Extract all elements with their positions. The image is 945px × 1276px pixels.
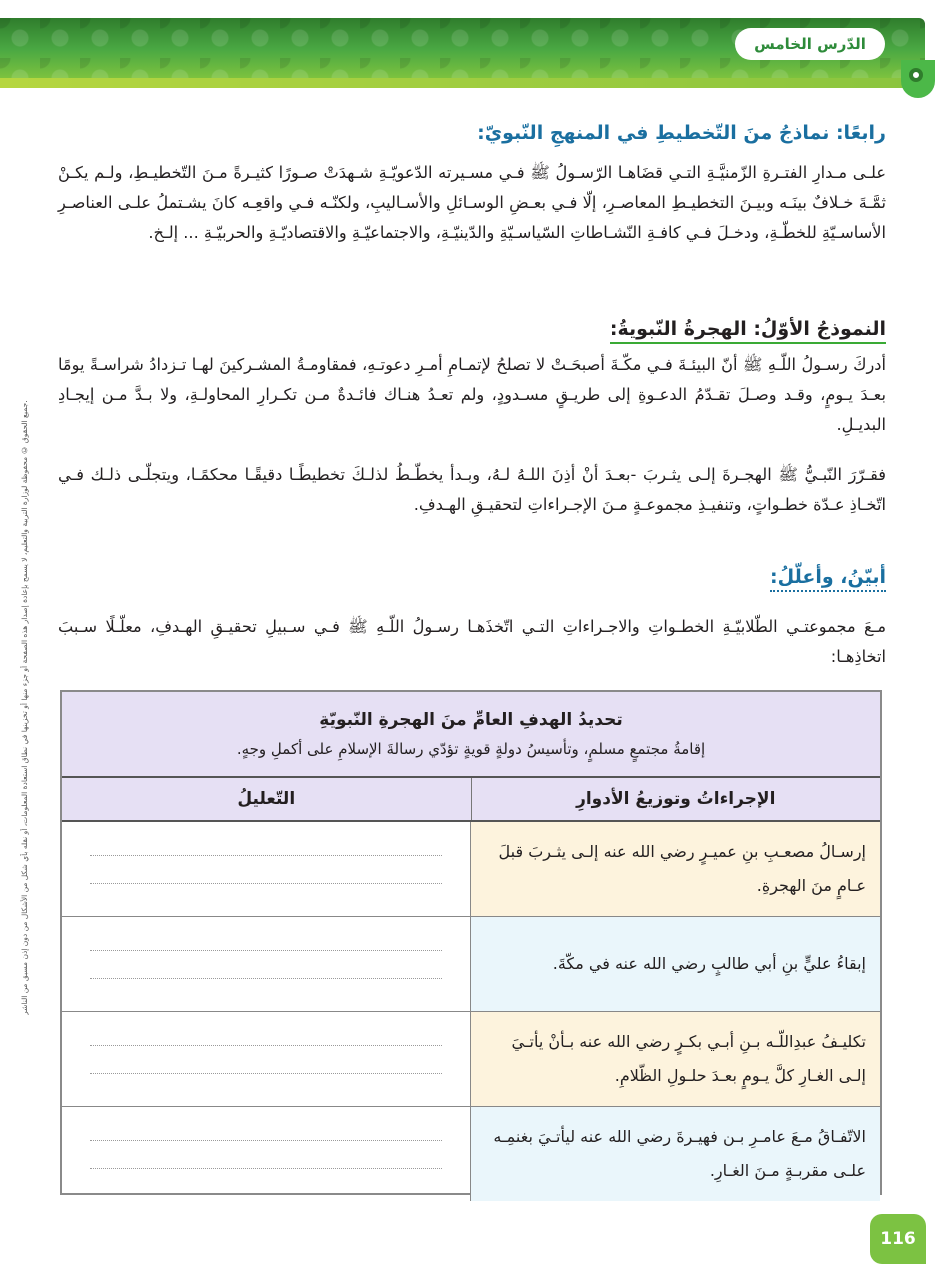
model-paragraph-2: فقـرّرَ النّبـيُّ ﷺ الهجـرةَ إلـى يثـربَ -بعـدَ أنْ أذِنَ اللـهُ لـهُ، وبـدأ يخطّـطُ لذلـكَ تخطيطًـا دقيقًـا محكمًـا، ويتجلّـى ذلـك فـي اتّخـاذِ عـدّة خطـواتٍ، وتنفيـذِ مجموعـةٍ مـنَ الإجـراءاتِ لتحقيـقِ الهـدفِ. (58, 465, 886, 514)
copyright-note: جميع الحقوق © محفوظة لوزارة التربية والتعليم، لا يسمح بإعادة إصدار هذه الصفحة أو جزء منها أو تخزينها في نطاق استعادة المعلومات، أو نقله بأي شكل من الأشكال من دون إذن مسبق من الناشر. (20, 400, 29, 1015)
table-heading: تحديدُ الهدفِ العامِّ منَ الهجرةِ النّبويّةِ (319, 710, 623, 730)
lesson-label: الدّرس الخامس (735, 28, 885, 60)
activity-instruction: مـعَ مجموعتـي الطّلابيّـةِ الخطـواتِ والاجـراءاتِ التـي اتّخذَهـا رسـولُ اللّـهِ ﷺ فـي سـبيلِ تحقيـقِ الهـدفِ، معلّـلًا سـببَ اتخاذِهـا: (58, 617, 886, 666)
procedures-table (60, 690, 882, 1195)
table-header (62, 692, 880, 778)
reason-answer-field[interactable] (62, 1012, 470, 1106)
table-row (62, 917, 880, 1012)
procedure-cell: إبقاءُ عليٍّ بنِ أبي طالبٍ رضي الله عنه في مكّةَ. (470, 917, 880, 1011)
procedure-cell: الاتّفـاقُ مـعَ عامـرِ بـن فهيـرةَ رضي الله عنه ليأتـيَ بغنمِـه علـى مقربـةٍ مـنَ الغـارِ. (470, 1107, 880, 1201)
column-headers (62, 778, 880, 822)
activity-title (58, 566, 886, 588)
table-goal: إقامةُ مجتمعٍ مسلمٍ، وتأسيسُ دولةٍ قويةٍ تؤدّي رسالةَ الإسلامِ على أكملِ وجهٍ. (236, 740, 706, 758)
intro-paragraph: علـى مـدارِ الفتـرةِ الزّمنيَّـةِ التـي قضَاهـا الرّسـولُ ﷺ فـي مسـيرته الدّعويّـةِ شـهدَتْ صـورًا كثيـرةً مـنَ التّخطيـطِ، ولـم يكـنْ ثمَّـةَ خـلافٌ بينَـه وبيـنَ التخطيـطِ المعاصـرِ، إلّا فـي بعـضِ الوسـائلِ والأسـاليبِ، ولكنّـه فـي واقعِـه كانَ يشـتملُ علـى العناصـرِ الأساسـيّةِ للخطّـةِ، ودخـلَ فـي كافـةِ النّشـاطاتِ السّياسـيّةِ والدّينيّـةِ، والاجتماعيّـةِ والاقتصاديّـةِ والحربيّـةِ ... إلـخ. (58, 163, 886, 242)
table-row (62, 822, 880, 917)
table-row (62, 1012, 880, 1107)
procedure-cell: إرسـالُ مصعـبِ بنِ عميـرٍ رضي الله عنه إلـى يثـربَ قبلَ عـامٍ منَ الهجرةِ. (470, 822, 880, 916)
reason-answer-field[interactable] (62, 1107, 470, 1201)
corner-curl-icon (901, 60, 935, 98)
reason-answer-field[interactable] (62, 917, 470, 1011)
model-title (58, 318, 886, 340)
reason-answer-field[interactable] (62, 822, 470, 916)
model-title-text: النموذجُ الأوّلُ: الهجرةُ النّبويةُ: (610, 318, 886, 344)
procedure-cell: تكليـفُ عبدِاللّـه بـنِ أبـي بكـرٍ رضي الله عنه بـأنْ يأتـيَ إلـى الغـارِ كلَّ يـومٍ بعـدَ حلـولِ الظّلامِ. (470, 1012, 880, 1106)
ring-icon (909, 68, 923, 82)
section-title: رابعًا: نماذجُ منَ التّخطيطِ في المنهجِ النّبويّ: (477, 122, 886, 144)
model-paragraph-1: أدركَ رسـولُ اللّـهِ ﷺ أنّ البيئـةَ فـي مكّـةَ أصبحَـتْ لا تصلحُ لإتمـامِ أمـرِ دعوتـهِ، فمقاومـةُ المشـركينَ لهـا تـزدادُ شراسـةً يومًا بعـدَ يـومٍ، وقـد وصـلَ تقـدّمُ الدعـوةِ إلى طريـقٍ مسـدودٍ، ولم تعـدُ هنـاك فائـدةٌ مـن تكـرارِ المحاولـةِ، ولا بـدَّ مـن إيجـادِ البديـلِ. (58, 355, 886, 434)
page-number: 116 (870, 1214, 926, 1264)
table-row (62, 1107, 880, 1201)
activity-title-text: أبيّنُ، وأعلّلُ: (770, 566, 886, 592)
col-reason: التّعليلُ (237, 789, 296, 809)
col-procedures: الإجراءاتُ وتوزيعُ الأدوارِ (471, 778, 881, 820)
